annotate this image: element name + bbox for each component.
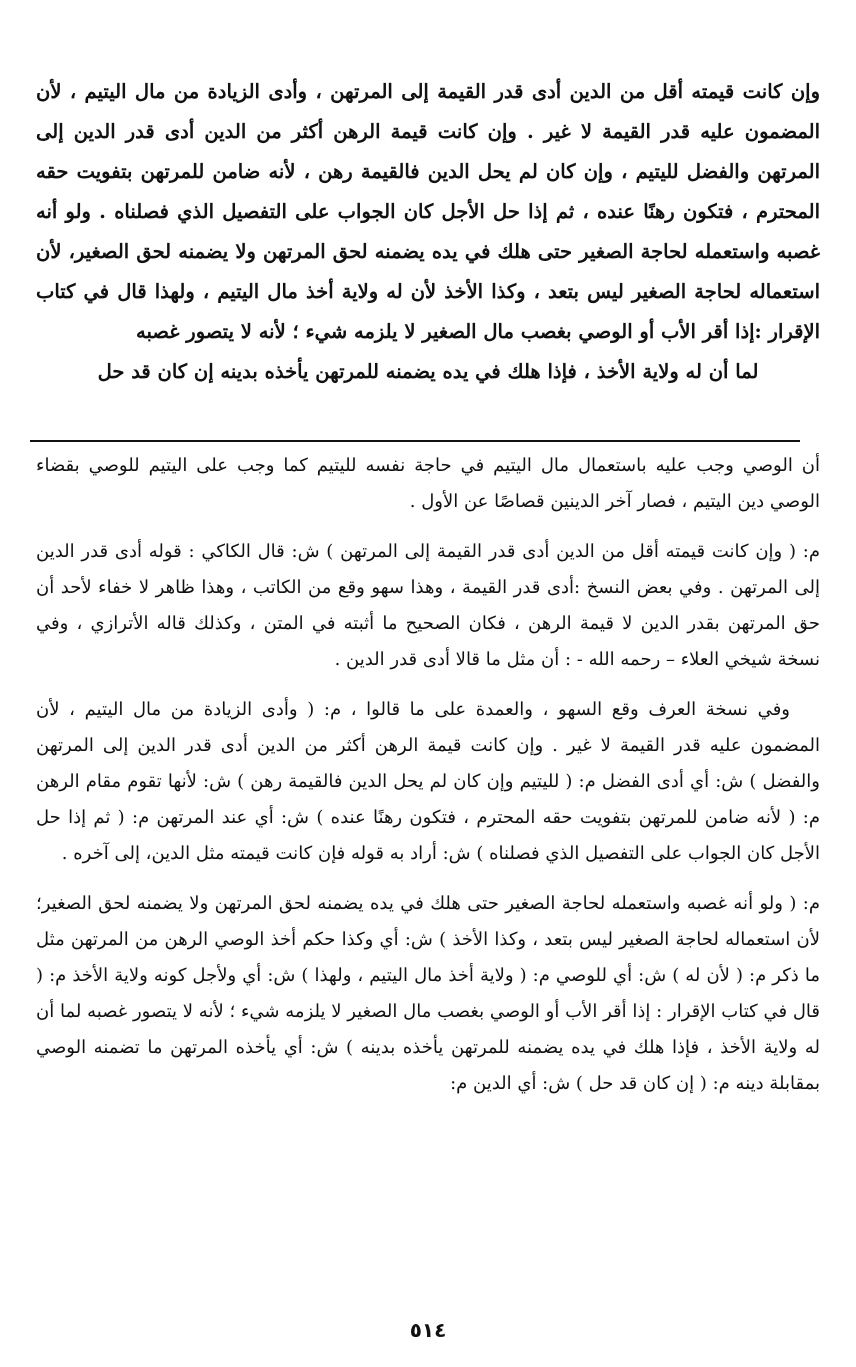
commentary-paragraph-3: وفي نسخة العرف وقع السهو ، والعمدة على ما قالوا ، م: ( وأدى الزيادة من مال اليتيم ، لأن المضمون عليه قدر القيمة لا غير . وإن كانت قيمة الرهن أكثر من الدين أدى قدر الدين إلى المرتهن والفضل ) ش: أي أدى الفضل م: ( لليتيم وإن كان لم يحل الدين فالقيمة رهن ) ش: لأنها تقوم مقام الرهن م: ( لأنه ضامن للمرتهن بتفويت حقه المحترم ، فتكون رهنًا عنده ) ش: أي عند المرتهن م: ( ثم إذا حل الأجل كان الجواب على التفصيل الذي فصلناه ) ش: أراد به قوله فإن كانت قيمته مثل الدين، إلى آخره . <box>36 699 820 864</box>
commentary-paragraph-4: م: ( ولو أنه غصبه واستعمله لحاجة الصغير حتى هلك في يده يضمنه لحق المرتهن ولا يضمنه لحق الصغير؛ لأن استعماله لحاجة الصغير ليس بتعد ، وكذا الأخذ ) ش: أي وكذا حكم أخذ الوصي الرهن من المرتهن مثل ما ذكر م: ( لأن له ) ش: أي للوصي م: ( ولاية أخذ مال اليتيم ، ولهذا ) ش: أي ولأجل كونه ولاية الأخذ م: ( قال في كتاب الإقرار : إذا أقر الأب أو الوصي بغصب مال الصغير لا يلزمه شيء ؛ لأنه لا يتصور غصبه لما أن له ولاية الأخذ ، فإذا هلك في يده يضمنه للمرتهن يأخذه بدينه ) ش: أي يأخذه المرتهن ما تضمنه الوصي بمقابلة دينه م: ( إن كان قد حل ) ش: أي الدين م: <box>36 893 820 1094</box>
page-number: ٥١٤ <box>409 1318 447 1342</box>
main-text-last-line: لما أن له ولاية الأخذ ، فإذا هلك في يده يضمنه للمرتهن يأخذه بدينه إن كان قد حل <box>97 360 759 383</box>
commentary-block <box>36 448 820 1116</box>
main-text-body: وإن كانت قيمته أقل من الدين أدى قدر القيمة إلى المرتهن ، وأدى الزيادة من مال اليتيم ، لأن المضمون عليه قدر القيمة لا غير . وإن كانت قيمة الرهن أكثر من الدين أدى قدر الدين إلى المرتهن والفضل لليتيم ، وإن كان لم يحل الدين فالقيمة رهن ، لأنه ضامن للمرتهن بتفويت حقه المحترم ، فتكون رهنًا عنده ، ثم إذا حل الأجل كان الجواب على التفصيل الذي فصلناه . ولو أنه غصبه واستعمله لحاجة الصغير حتى هلك في يده يضمنه لحق المرتهن ولا يضمنه لحق الصغير، لأن استعماله لحاجة الصغير ليس بتعد ، وكذا الأخذ لأن له ولاية أخذ مال اليتيم ، ولهذا قال في كتاب الإقرار :إذا أقر الأب أو الوصي بغصب مال الصغير لا يلزمه شيء ؛ لأنه لا يتصور غصبه <box>36 80 820 343</box>
main-text-block <box>36 72 820 392</box>
commentary-paragraph-1: أن الوصي وجب عليه باستعمال مال اليتيم في حاجة نفسه لليتيم كما وجب على اليتيم للوصي بقضاء الوصي دين اليتيم ، فصار آخر الدينين قصاصًا عن الأول . <box>36 455 820 512</box>
footnote-separator-rule <box>30 440 800 442</box>
commentary-paragraph-2: م: ( وإن كانت قيمته أقل من الدين أدى قدر القيمة إلى المرتهن ) ش: قال الكاكي : قوله أدى قدر الدين إلى المرتهن . وفي بعض النسخ :أدى قدر القيمة ، وهذا سهو وقع من الكاتب ، وهذا ظاهر لا خفاء لأحد أن حق المرتهن بقدر الدين لا قيمة الرهن ، فكان الصحيح ما أثبته في المتن ، وكذلك قاله الأترازي ، وفي نسخة شيخي العلاء – رحمه الله - : أن مثل ما قالا أدى قدر الدين . <box>36 541 820 670</box>
